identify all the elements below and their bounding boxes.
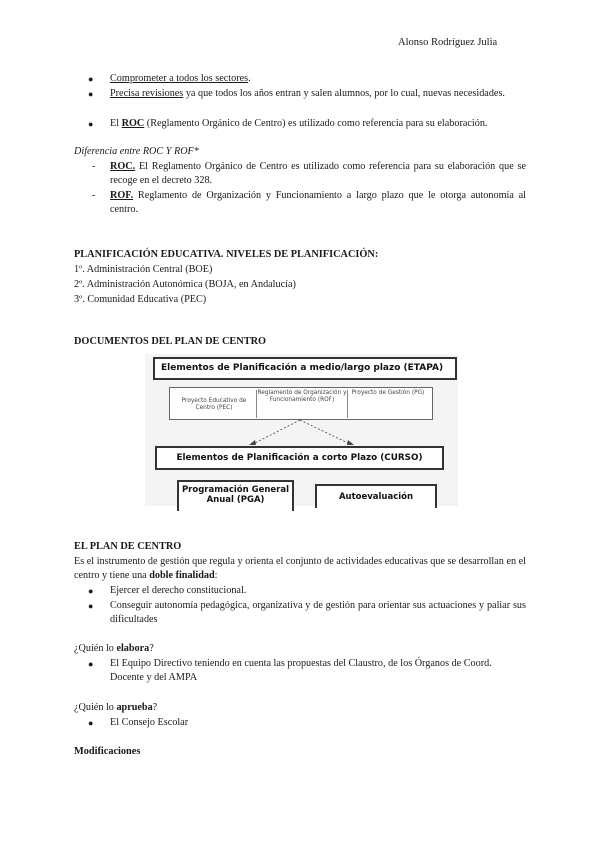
- question-mark: ?: [152, 702, 158, 713]
- bold-term: aprueba: [116, 702, 153, 713]
- section-heading: DOCUMENTOS DEL PLAN DE CENTRO: [74, 336, 267, 347]
- underlined-text: Precisa revisiones: [110, 88, 184, 99]
- question-text: ¿Quién lo: [74, 643, 117, 654]
- level-item: 3º. Comunidad Educativa (PEC): [74, 294, 207, 305]
- diagram-pg: Proyecto de Gestión (PG): [351, 390, 425, 396]
- bullet-text: El Consejo Escolar: [110, 717, 189, 728]
- section-heading: EL PLAN DE CENTRO: [74, 541, 182, 552]
- section-heading: Modificaciones: [74, 746, 141, 757]
- author-name: Alonso Rodríguez Julia: [398, 37, 498, 48]
- intro-text: Es el instrumento de gestión que regula y orienta el conjunto de actividades educativas que se desarrollan en el centro y tiene una: [74, 556, 526, 581]
- level-item: 2º. Administración Autonómica (BOJA, en Andalucía): [74, 279, 296, 290]
- item-text: El Reglamento Orgánico de Centro es utilizado como referencia para su elaboración que se recoge en el decreto 328.: [110, 161, 526, 186]
- bullet-icon: ●: [88, 74, 94, 84]
- diagram-pga-box: Programación General Anual (PGA): [177, 480, 294, 511]
- diagram-etapa-box: Elementos de Planificación a medio/largo plazo (ETAPA): [153, 357, 457, 380]
- diagram-pec: Proyecto Educativo de Centro (PEC): [181, 398, 247, 411]
- bullet-icon: ●: [88, 89, 94, 99]
- diagram-curso-box: Elementos de Planificación a corto Plazo (CURSO): [155, 446, 444, 470]
- question-aprueba: [74, 701, 157, 715]
- question-mark: ?: [149, 643, 154, 654]
- bullet-text: ya que todos los años entran y salen alumnos, por lo cual, nuevas necesidades.: [183, 88, 505, 99]
- plan-intro: [74, 555, 526, 583]
- bullet-icon: ●: [88, 659, 94, 669]
- question-elabora: [74, 642, 154, 656]
- bullet-icon: ●: [88, 119, 94, 129]
- intro-text-end: :: [214, 570, 218, 581]
- bullet-text: Conseguir autonomía pedagógica, organizativa y de gestión para orientar sus actuaciones y paliar sus dificultades: [110, 600, 526, 625]
- diagram-autoevaluacion-box: Autoevaluación: [315, 484, 437, 508]
- bold-term: ROC.: [110, 161, 136, 172]
- underlined-text: Comprometer a todos los sectores: [110, 73, 249, 84]
- bullet-text: Ejercer el derecho constitucional.: [110, 585, 247, 596]
- bullet-text: El Equipo Directivo teniendo en cuenta las propuestas del Claustro, de los Órganos de Coord. Docente y del AMPA: [110, 658, 492, 683]
- dash-icon: -: [92, 190, 96, 201]
- bullet-text: (Reglamento Orgánico de Centro) es utilizado como referencia para su elaboración.: [144, 118, 488, 129]
- bold-term: ROC: [121, 118, 145, 129]
- bullet-icon: ●: [88, 586, 94, 596]
- bullet-text: El: [110, 118, 122, 129]
- section-subtitle: Diferencia entre ROC Y ROF*: [74, 146, 199, 157]
- section-heading: PLANIFICACIÓN EDUCATIVA. NIVELES DE PLANIFICACIÓN:: [74, 249, 379, 260]
- level-item: 1º. Administración Central (BOE): [74, 264, 213, 275]
- diagram-rof: Reglamento de Organización y Funcionamiento (ROF): [256, 390, 348, 418]
- dash-icon: -: [92, 161, 96, 172]
- bullet-icon: ●: [88, 718, 94, 728]
- bullet-icon: ●: [88, 601, 94, 611]
- bold-term: ROF.: [110, 190, 134, 201]
- bold-term: elabora: [116, 643, 150, 654]
- item-text: Reglamento de Organización y Funcionamiento a largo plazo que le otorga autonomía al centro.: [110, 190, 526, 215]
- question-text: ¿Quién lo: [74, 702, 117, 713]
- bullet-text: .: [248, 73, 251, 84]
- bold-term: doble finalidad: [149, 570, 215, 581]
- plan-diagram: [145, 354, 458, 506]
